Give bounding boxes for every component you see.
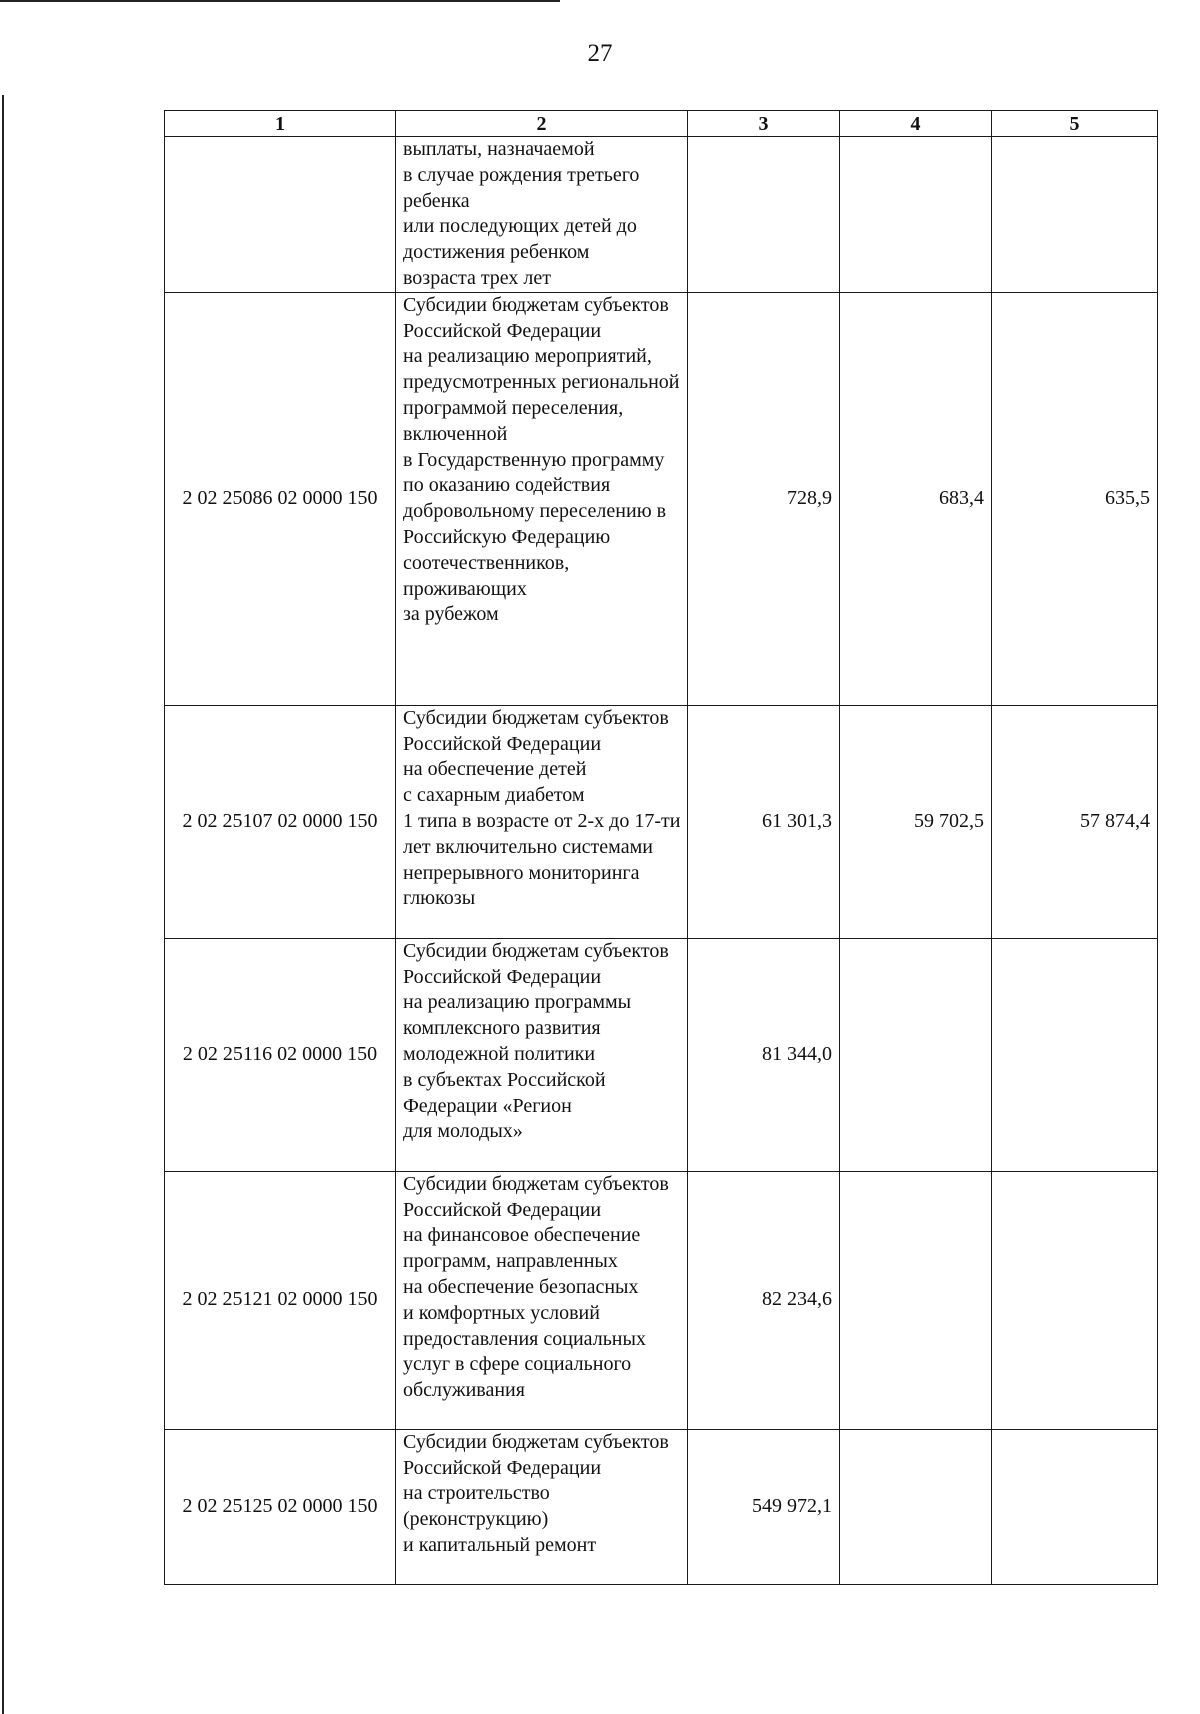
row-description: Субсидии бюджетам субъектов Российской Федерации на строительство (реконструкцию) и капитальный ремонт [396,1429,688,1584]
row-value-col4 [840,938,992,1171]
row-value-col3: 81 344,0 [688,938,840,1171]
table-header-row [165,111,1158,137]
row-description: Субсидии бюджетам субъектов Российской Федерации на финансовое обеспечение программ, направленных на обеспечение безопасных и комфортных условий предоставления социальных услуг в сфере социального обслуживания [396,1171,688,1429]
row-value-col3: 728,9 [688,292,840,705]
row-code: 2 02 25107 02 0000 150 [165,705,396,938]
row-code: 2 02 25121 02 0000 150 [165,1171,396,1429]
row-value-col3: 549 972,1 [688,1429,840,1584]
table-row [165,705,1158,938]
row-value-col5: 635,5 [992,292,1158,705]
page-number: 27 [587,40,613,67]
table-row [165,1171,1158,1429]
row-code: 2 02 25116 02 0000 150 [165,938,396,1171]
row-value-col5 [992,137,1158,293]
row-value-col4 [840,1171,992,1429]
row-value-col5: 57 874,4 [992,705,1158,938]
table-row [165,137,1158,293]
row-value-col4: 59 702,5 [840,705,992,938]
row-value-col4 [840,1429,992,1584]
row-value-col5 [992,1429,1158,1584]
row-code: 2 02 25086 02 0000 150 [165,292,396,705]
row-code [165,137,396,293]
row-value-col5 [992,1171,1158,1429]
column-header-5: 5 [992,111,1158,137]
column-header-1: 1 [165,111,396,137]
row-description: Субсидии бюджетам субъектов Российской Федерации на реализацию программы комплексного развития молодежной политики в субъектах Российской Федерации «Регион для молодых» [396,938,688,1171]
scan-edge-left [2,95,4,1714]
row-value-col3 [688,137,840,293]
row-code: 2 02 25125 02 0000 150 [165,1429,396,1584]
column-header-4: 4 [840,111,992,137]
row-description: выплаты, назначаемой в случае рождения третьего ребенка или последующих детей до достижения ребенком возраста трех лет [396,137,688,293]
row-value-col4 [840,137,992,293]
row-description: Субсидии бюджетам субъектов Российской Федерации на обеспечение детей с сахарным диабетом 1 типа в возрасте от 2-х до 17-ти лет включительно системами непрерывного мониторинга глюкозы [396,705,688,938]
column-header-2: 2 [396,111,688,137]
row-value-col5 [992,938,1158,1171]
row-value-col3: 61 301,3 [688,705,840,938]
scan-edge-top [0,0,560,2]
budget-table [164,110,1158,1585]
row-value-col4: 683,4 [840,292,992,705]
row-description: Субсидии бюджетам субъектов Российской Федерации на реализацию мероприятий, предусмотренных региональной программой переселения, включенной в Государственную программу по оказанию содействия добровольному переселению в Российскую Федерацию соотечественников, проживающих за рубежом [396,292,688,705]
row-value-col3: 82 234,6 [688,1171,840,1429]
table-row [165,938,1158,1171]
column-header-3: 3 [688,111,840,137]
table-row [165,292,1158,705]
table-row [165,1429,1158,1584]
